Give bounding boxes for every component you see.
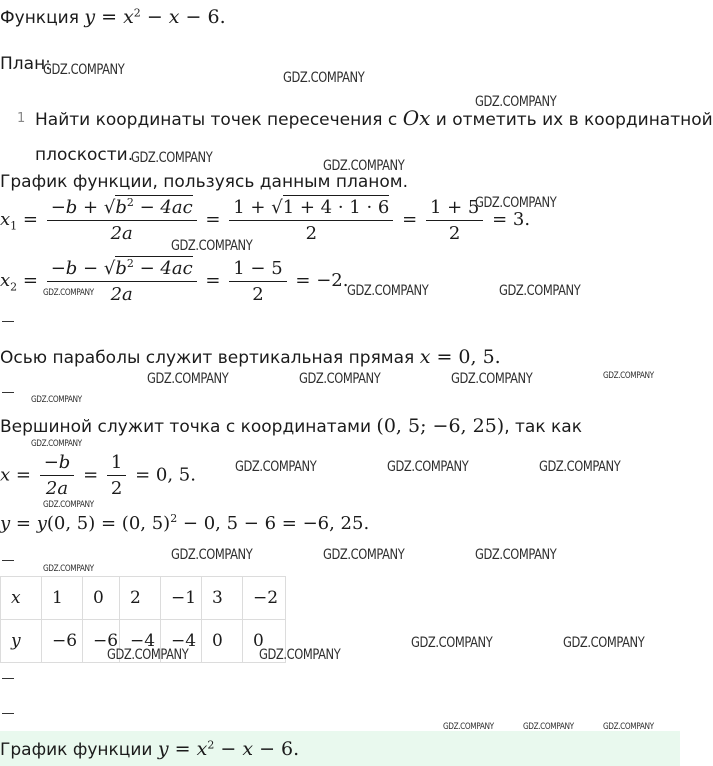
watermark-text: GDZ.COMPANY xyxy=(171,547,253,563)
watermark-text: GDZ.COMPANY xyxy=(43,288,94,298)
vx-lhs: x xyxy=(0,464,11,486)
dash-1 xyxy=(2,321,14,322)
table-cell: 1 xyxy=(42,577,83,620)
footer-exp: 2 xyxy=(207,738,215,752)
table-cell: 2 xyxy=(120,577,161,620)
vy-a: y xyxy=(0,513,11,534)
x1-fraction-1: $\frac{-b + √b^2 - 4ac}{2a}$ xyxy=(47,196,197,244)
table-row-x xyxy=(1,577,286,620)
x2-f2-bot: 2 xyxy=(252,283,264,305)
x2-f1-top-a: −b − xyxy=(50,258,104,279)
x2-var: x xyxy=(0,270,11,291)
title-tail: − 6. xyxy=(179,6,226,28)
vy-b: = xyxy=(10,513,37,534)
x1-f2-sqrt: 1 + 4 · 1 · 6 xyxy=(282,196,390,218)
table-cell: x xyxy=(1,577,42,620)
x1-f1-sqrt-rest: − 4ac xyxy=(133,197,193,218)
title-x2: x xyxy=(168,6,180,28)
x2-eq1: = xyxy=(22,270,38,291)
x1-eq2: = xyxy=(205,209,221,230)
axis-x: x xyxy=(419,346,431,368)
watermark-text: GDZ.COMPANY xyxy=(107,647,189,663)
vertex-line xyxy=(0,415,582,437)
x1-f1-sqrt-exp: 2 xyxy=(126,196,134,209)
vy-d: (0, 5) = (0, 5) xyxy=(46,513,171,534)
x1-f1-top-a: −b + xyxy=(50,197,104,218)
x1-result: = 3. xyxy=(492,209,531,230)
watermark-text: GDZ.COMPANY xyxy=(443,722,494,732)
vx-f1-top: −b xyxy=(40,452,75,476)
watermark-text: GDZ.COMPANY xyxy=(323,547,405,563)
footer-tail: − 6. xyxy=(253,738,300,760)
watermark-text: GDZ.COMPANY xyxy=(499,283,581,299)
x2-sub: 2 xyxy=(10,280,18,294)
watermark-text: GDZ.COMPANY xyxy=(31,439,82,449)
watermark-text: GDZ.COMPANY xyxy=(323,158,405,174)
vertex-y-formula xyxy=(0,512,369,534)
axis-line xyxy=(0,346,501,368)
axis-text: Осью параболы служит вертикальная прямая xyxy=(0,348,420,368)
watermark-text: GDZ.COMPANY xyxy=(523,722,574,732)
footer-prefix: График функции xyxy=(0,740,158,760)
x1-eq3: = xyxy=(402,209,418,230)
footer-x2: x xyxy=(242,738,254,760)
x1-f2-bot: 2 xyxy=(305,222,318,244)
x2-fraction-2 xyxy=(229,258,286,305)
vx-result: = 0, 5. xyxy=(135,464,196,486)
x2-eq2: = xyxy=(205,270,221,291)
watermark-text: GDZ.COMPANY xyxy=(131,150,213,166)
vx-f2-bot: 2 xyxy=(110,478,123,499)
plan-label: План: xyxy=(0,54,51,74)
plan-item-ox: Ox xyxy=(402,106,431,130)
watermark-text: GDZ.COMPANY xyxy=(235,459,317,475)
x1-sub: 1 xyxy=(10,219,18,233)
watermark-text: GDZ.COMPANY xyxy=(539,459,621,475)
x1-var: x xyxy=(0,209,11,230)
title-x: x xyxy=(123,6,134,28)
title-exp: 2 xyxy=(133,6,141,20)
vx-fraction-1 xyxy=(40,452,75,499)
table-cell: 0 xyxy=(83,577,120,620)
watermark-text: GDZ.COMPANY xyxy=(387,459,469,475)
watermark-text: GDZ.COMPANY xyxy=(283,70,365,86)
dash-5 xyxy=(2,713,14,714)
footer-text xyxy=(0,738,299,760)
vy-exp: 2 xyxy=(170,512,178,525)
x1-fraction-2: $\frac{1 + √1 + 4 \cdot 1 \cdot 6}{2}$ xyxy=(229,197,393,244)
x1-eq1: = xyxy=(22,209,38,230)
watermark-text: GDZ.COMPANY xyxy=(475,547,557,563)
watermark-text: GDZ.COMPANY xyxy=(475,195,557,211)
vx-eq2: = xyxy=(83,464,99,486)
vx-f1-bot: 2a xyxy=(45,478,69,499)
x1-f1-bot: 2a xyxy=(110,223,133,244)
table-cell: 3 xyxy=(202,577,243,620)
watermark-text: GDZ.COMPANY xyxy=(451,371,533,387)
graph-plan-line: График функции, пользуясь данным планом. xyxy=(0,172,408,192)
title-line xyxy=(0,6,226,28)
watermark-text: GDZ.COMPANY xyxy=(147,371,229,387)
plan-item-text xyxy=(35,106,713,130)
plan-item-text-a: Найти координаты точек пересечения с xyxy=(35,110,403,130)
plan-item-number xyxy=(17,107,25,127)
table-cell: −6 xyxy=(83,620,120,663)
x1-f1-sqrt-b: b xyxy=(115,197,127,218)
watermark-text: GDZ.COMPANY xyxy=(31,395,82,405)
x2-f1-bot: 2a xyxy=(110,284,133,305)
table-cell: y xyxy=(1,620,42,663)
dash-4 xyxy=(2,678,14,679)
title-y: y xyxy=(84,6,96,28)
watermark-text: GDZ.COMPANY xyxy=(603,371,654,381)
x2-f2-top: 1 − 5 xyxy=(229,258,286,282)
x2-f1-sqrt-exp: 2 xyxy=(126,257,134,270)
x1-f3-top: 1 + 5 xyxy=(426,197,483,221)
vertex-math: (0, 5; −6, 25) xyxy=(376,415,505,437)
vertex-x-formula xyxy=(0,452,196,499)
footer-eq: = xyxy=(168,738,197,760)
watermark-text: GDZ.COMPANY xyxy=(43,62,125,78)
axis-rest: = 0, 5. xyxy=(430,346,501,368)
table-cell: −2 xyxy=(243,577,286,620)
x1-formula xyxy=(0,196,530,244)
vy-c: y xyxy=(36,513,47,534)
watermark-text: GDZ.COMPANY xyxy=(475,94,557,110)
footer-y: y xyxy=(157,738,169,760)
vx-eq1: = xyxy=(15,464,31,486)
vx-fraction-2 xyxy=(107,452,126,499)
plan-item-number-text: 1 xyxy=(17,111,26,126)
plan-item-text-b: и отметить их в координатной xyxy=(430,110,713,130)
table-cell: −1 xyxy=(161,577,202,620)
x2-f1-sqrt-b: b xyxy=(115,258,127,279)
table-cell: 0 xyxy=(202,620,243,663)
x2-f1-sqrt-rest: − 4ac xyxy=(133,258,193,279)
vx-f2-top: 1 xyxy=(107,452,126,476)
x2-fraction-1: $\frac{-b - √b^2 - 4ac}{2a}$ xyxy=(47,257,197,305)
vy-e: − 0, 5 − 6 = −6, 25. xyxy=(177,513,370,534)
dash-2 xyxy=(2,392,14,393)
dash-3 xyxy=(2,560,14,561)
table-cell: −4 xyxy=(120,620,161,663)
watermark-text: GDZ.COMPANY xyxy=(259,647,341,663)
table-cell: −4 xyxy=(161,620,202,663)
watermark-text: GDZ.COMPANY xyxy=(603,722,654,732)
table-cell: 0 xyxy=(243,620,286,663)
watermark-text: GDZ.COMPANY xyxy=(411,635,493,651)
watermark-text: GDZ.COMPANY xyxy=(43,564,94,574)
watermark-text: GDZ.COMPANY xyxy=(563,635,645,651)
plan-item-text-c: плоскости. xyxy=(35,145,134,165)
title-prefix: Функция xyxy=(0,8,79,28)
title-eq: = xyxy=(95,6,124,28)
x1-f3-bot: 2 xyxy=(448,222,461,244)
footer-bar xyxy=(0,731,680,766)
x1-f2-top-a: 1 + xyxy=(233,196,272,218)
table-cell: −6 xyxy=(42,620,83,663)
footer-x: x xyxy=(196,738,208,760)
vertex-tail: , так как xyxy=(504,417,582,437)
watermark-text: GDZ.COMPANY xyxy=(171,238,253,254)
watermark-text: GDZ.COMPANY xyxy=(299,371,381,387)
x2-result: = −2. xyxy=(295,270,349,291)
footer-minus: − xyxy=(214,738,243,760)
watermark-text: GDZ.COMPANY xyxy=(43,500,94,510)
vertex-text: Вершиной служит точка с координатами xyxy=(0,417,377,437)
title-minus: − xyxy=(140,6,169,28)
watermark-text: GDZ.COMPANY xyxy=(347,283,429,299)
